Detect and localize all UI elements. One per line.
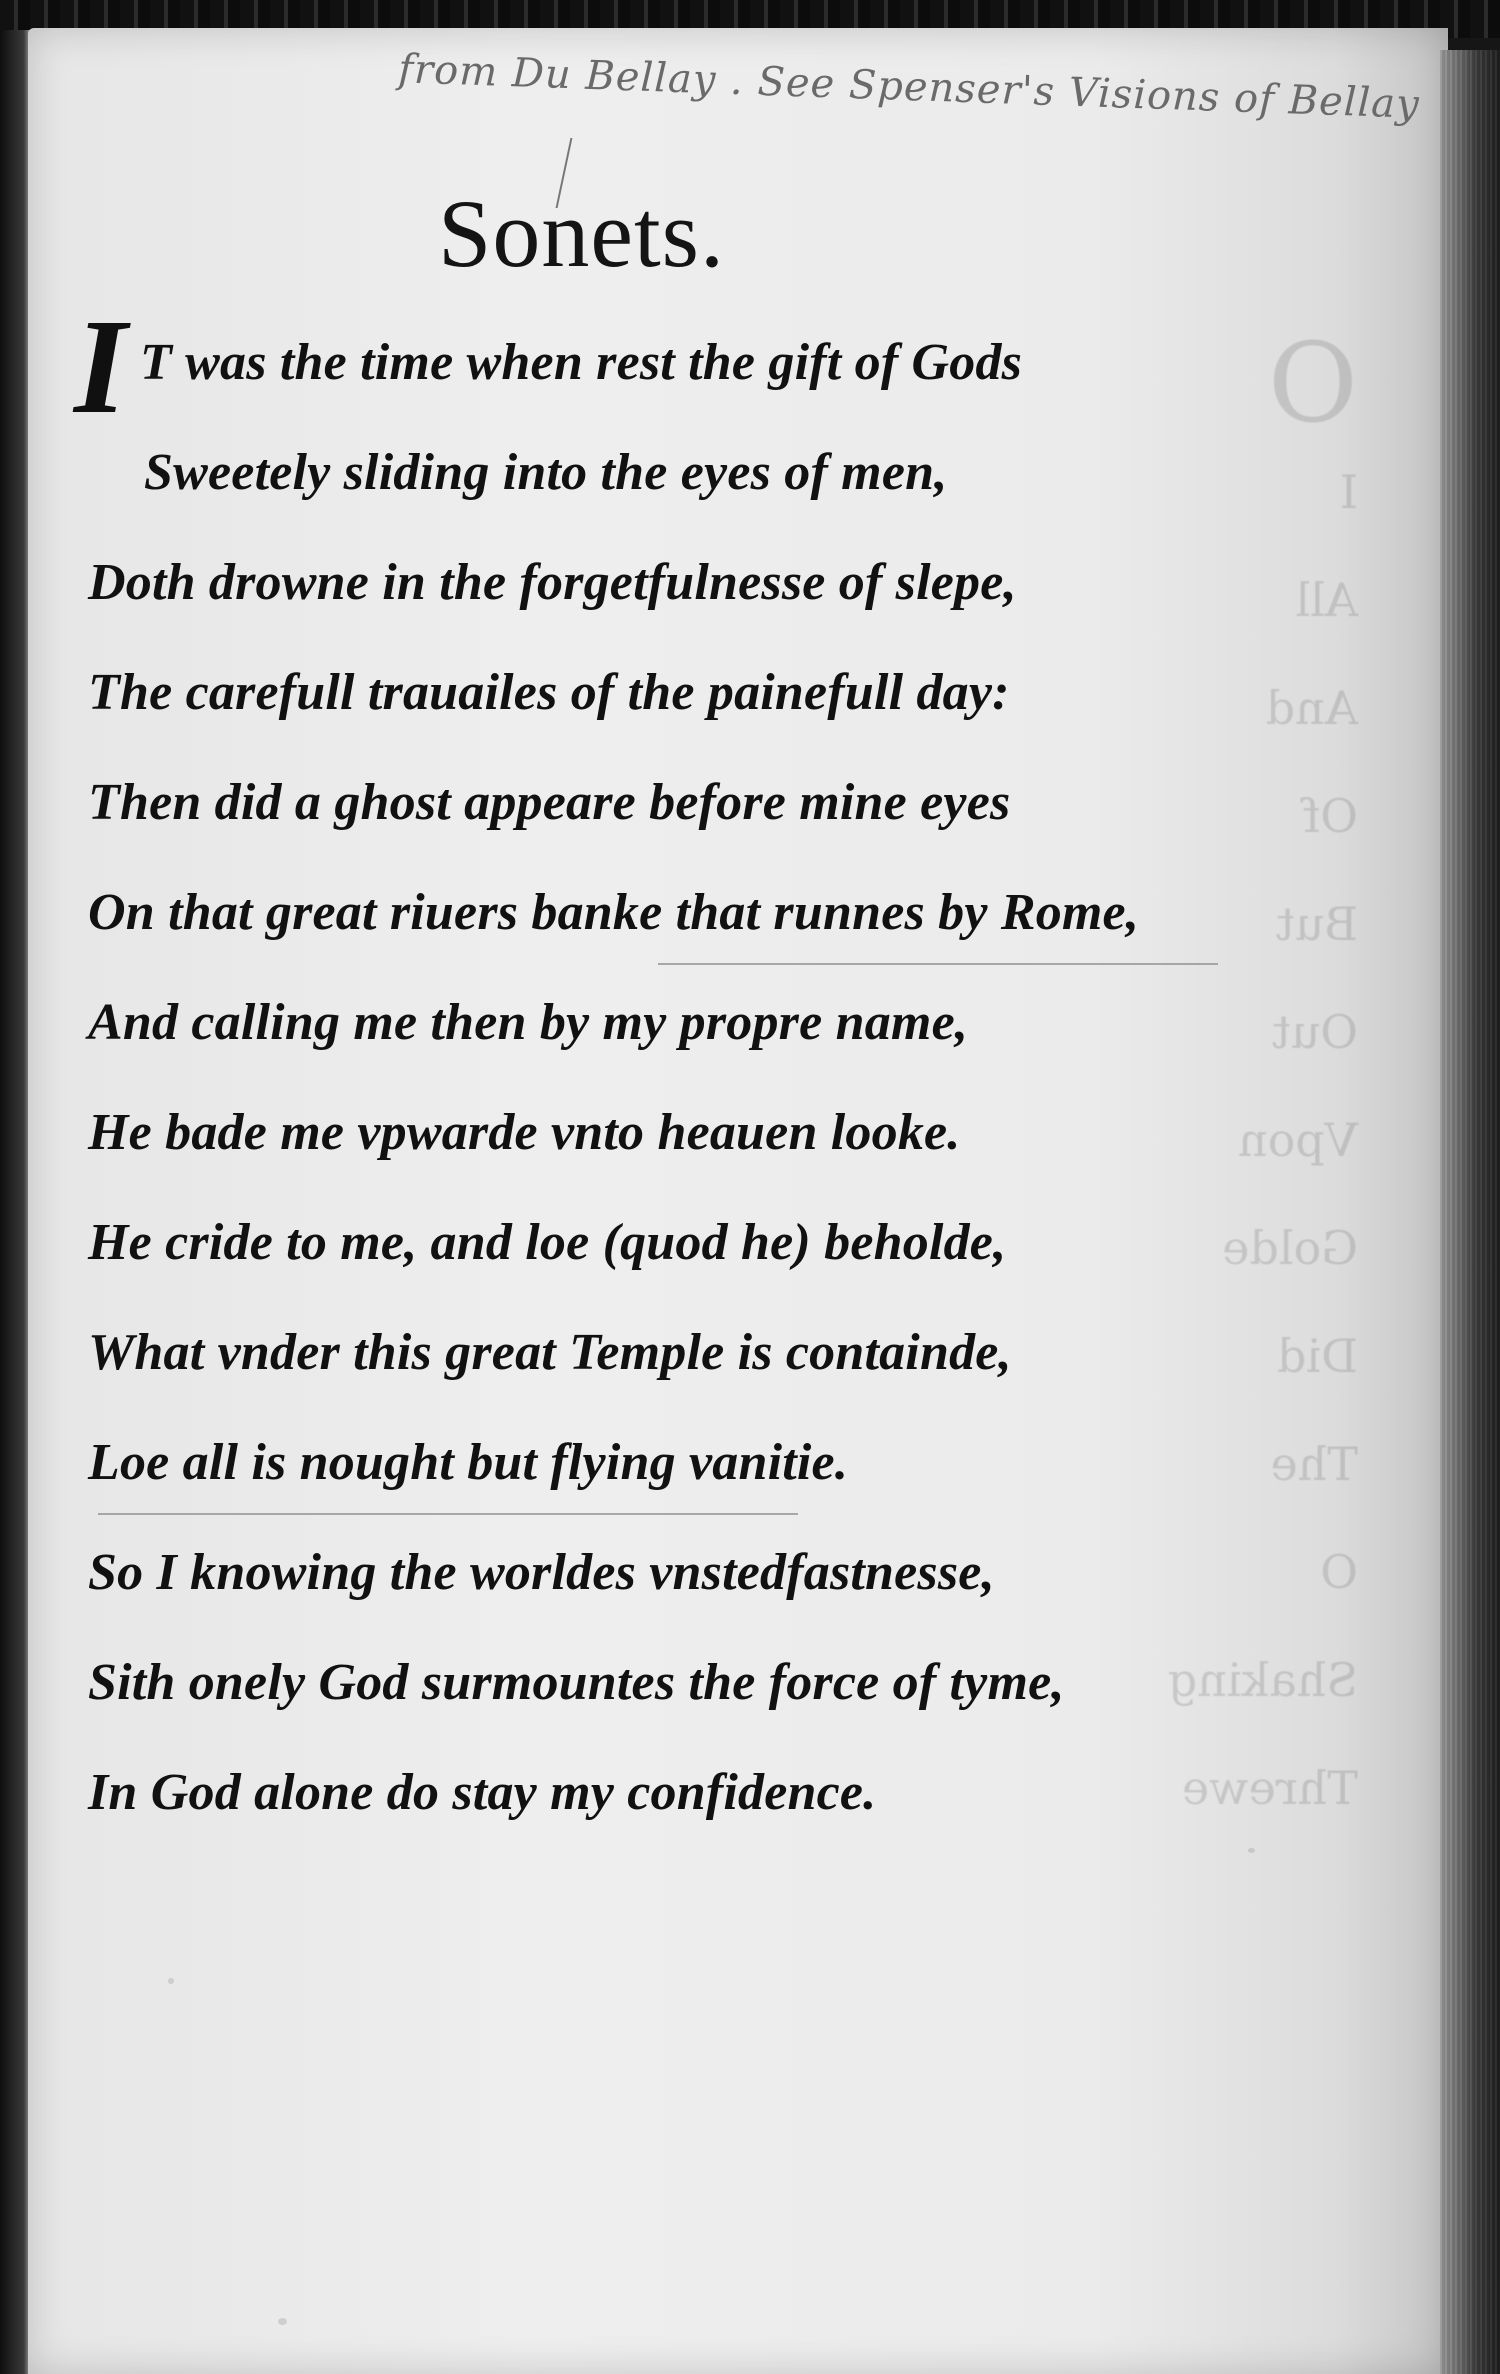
paper-speck <box>278 2318 287 2325</box>
paper-speck <box>168 1978 174 1984</box>
bleed-through-text: O I All And Of But Out Vpon Golde Did The O Shaking Threwe <box>1167 319 1358 1815</box>
drop-cap: I <box>74 292 127 442</box>
poem-line: He cride to me, and loe (quod he) beholde, <box>88 1214 1007 1271</box>
poem-line: And calling me then by my propre name, <box>88 994 969 1051</box>
page-stack-edge <box>1440 50 1500 2374</box>
poem-line: Sweetely sliding into the eyes of men, <box>144 444 948 501</box>
poem-line: So I knowing the worldes vnstedfastnesse, <box>88 1544 995 1601</box>
pencil-underline <box>658 963 1218 965</box>
poem-line: In God alone do stay my confidence. <box>88 1764 877 1821</box>
poem-line: Sith onely God surmountes the force of tyme, <box>88 1654 1065 1711</box>
poem-line: He bade me vpwarde vnto heauen looke. <box>88 1104 961 1161</box>
poem-line: Loe all is nought but flying vanitie. <box>88 1434 849 1491</box>
book-page <box>28 28 1448 2374</box>
handwritten-annotation: from Du Bellay . See Spenser's Visions of Bellay <box>397 46 1421 128</box>
paper-speck <box>1248 1848 1255 1853</box>
poem-line: T was the time when rest the gift of Gods <box>140 334 1023 391</box>
page-title: Sonets. <box>438 180 726 287</box>
poem-line: Doth drowne in the forgetfulnesse of slepe, <box>88 554 1017 611</box>
poem-line: Then did a ghost appeare before mine eyes <box>88 774 1011 831</box>
poem-line: On that great riuers banke that runnes by Rome, <box>88 884 1140 941</box>
poem-line: The carefull trauailes of the painefull day: <box>88 664 1010 721</box>
poem-line: What vnder this great Temple is containde, <box>88 1324 1012 1381</box>
pencil-underline <box>98 1513 798 1515</box>
